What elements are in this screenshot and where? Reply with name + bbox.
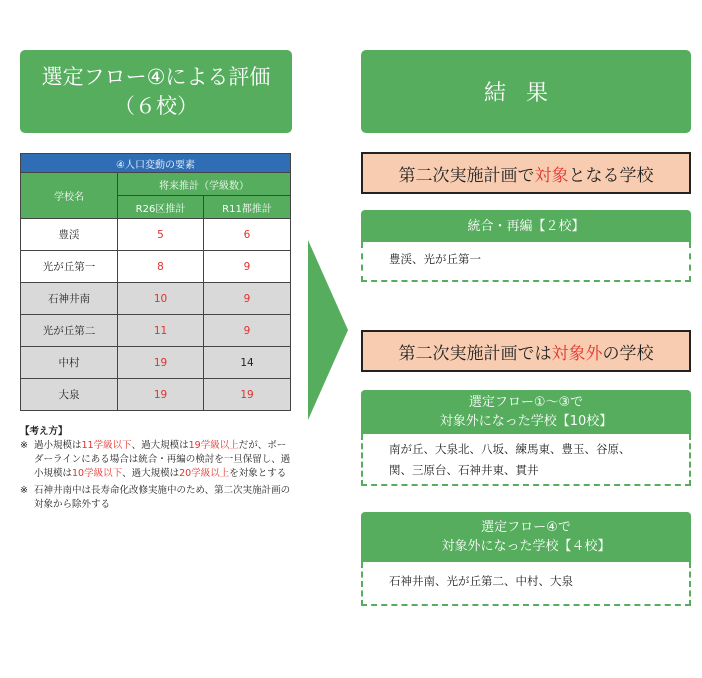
category-schools: 石神井南、光が丘第二、中村、大泉 — [389, 574, 573, 588]
population-table — [20, 153, 291, 411]
right-title: 結果 — [483, 81, 568, 106]
header-text: となる学校 — [568, 165, 654, 186]
r11-value: 19 — [204, 379, 291, 411]
notes-title: 【考え方】 — [20, 426, 68, 437]
category-flow4-header — [361, 512, 691, 562]
category-flow13-header — [361, 390, 691, 434]
notes-section — [20, 425, 295, 512]
note-text-part: 、過大規模は — [131, 440, 189, 451]
category-title-line1: 選定フロー④で — [481, 520, 571, 535]
population-table-wrap — [20, 153, 290, 411]
note-highlight: 19学級以上 — [188, 440, 239, 451]
note-text-part: 過小規模は — [34, 440, 82, 451]
table-caption: ④人口変動の要素 — [21, 154, 291, 173]
r11-value: 9 — [204, 315, 291, 347]
header-text: 第二次実施計画で — [398, 165, 535, 186]
note-highlight: 10学級以下 — [72, 468, 123, 479]
note-text-part: を対象とする — [229, 468, 287, 479]
category-title-line2: 対象外になった学校【10校】 — [439, 414, 613, 429]
category-schools-line1: 南が丘、大泉北、八坂、練馬東、豊玉、谷原、 — [389, 442, 631, 456]
r26-value: 19 — [118, 347, 204, 379]
r11-value: 6 — [204, 219, 291, 251]
note-item — [20, 484, 295, 512]
note-text: 石神井南中は長寿命化改修実施中のため、第二次実施計画の対象から除外する — [34, 485, 291, 510]
table-row — [21, 251, 291, 283]
table-row — [21, 347, 291, 379]
table-row — [21, 315, 291, 347]
header-highlight: 対象外 — [551, 343, 603, 364]
header-text: 第二次実施計画では — [398, 343, 552, 364]
note-text-part: だが、ボーダーラインにある場合は統合・再編の検討を一旦保留し、過小規模は — [34, 440, 291, 479]
school-name: 中村 — [21, 347, 118, 379]
category-title: 統合・再編【２校】 — [467, 218, 585, 234]
table-row — [21, 219, 291, 251]
note-text — [34, 439, 295, 481]
r26-value: 5 — [118, 219, 204, 251]
left-title-line2: （６校） — [114, 93, 198, 118]
table-row — [21, 283, 291, 315]
col-group-header: 将来推計（学級数） — [118, 173, 291, 196]
category-schools: 豊渓、光が丘第一 — [389, 252, 481, 266]
note-item — [20, 439, 295, 481]
target-schools-header — [361, 152, 691, 194]
r11-value: 14 — [204, 347, 291, 379]
category-schools-line2: 関、三原台、石神井東、貫井 — [389, 463, 539, 477]
school-name: 大泉 — [21, 379, 118, 411]
category-merge-body — [361, 242, 691, 282]
col-r11-header: R11都推計 — [204, 196, 291, 219]
col-school-header: 学校名 — [21, 173, 118, 219]
r26-value: 8 — [118, 251, 204, 283]
nontarget-schools-header — [361, 330, 691, 372]
header-highlight: 対象 — [534, 165, 569, 186]
note-mark: ※ — [20, 485, 28, 496]
right-title-box — [361, 50, 691, 133]
r26-value: 10 — [118, 283, 204, 315]
school-name: 光が丘第二 — [21, 315, 118, 347]
category-merge-header — [361, 210, 691, 242]
col-r26-header: R26区推計 — [118, 196, 204, 219]
r11-value: 9 — [204, 283, 291, 315]
school-name: 石神井南 — [21, 283, 118, 315]
left-title-box — [20, 50, 292, 133]
r26-value: 11 — [118, 315, 204, 347]
left-title-line1: 選定フロー④による評価 — [41, 65, 271, 90]
school-name: 豊渓 — [21, 219, 118, 251]
table-row — [21, 379, 291, 411]
r26-value: 19 — [118, 379, 204, 411]
category-title-line1: 選定フロー①～③で — [468, 395, 584, 410]
note-text-part: 、過大規模は — [122, 468, 180, 479]
note-mark: ※ — [20, 440, 28, 451]
r11-value: 9 — [204, 251, 291, 283]
category-flow13-body — [361, 434, 691, 486]
header-text: の学校 — [602, 343, 654, 364]
note-highlight: 11学級以下 — [81, 440, 132, 451]
school-name: 光が丘第一 — [21, 251, 118, 283]
category-title-line2: 対象外になった学校【４校】 — [441, 539, 611, 554]
right-arrow-icon — [308, 240, 350, 420]
note-highlight: 20学級以上 — [179, 468, 230, 479]
category-flow4-body — [361, 562, 691, 606]
